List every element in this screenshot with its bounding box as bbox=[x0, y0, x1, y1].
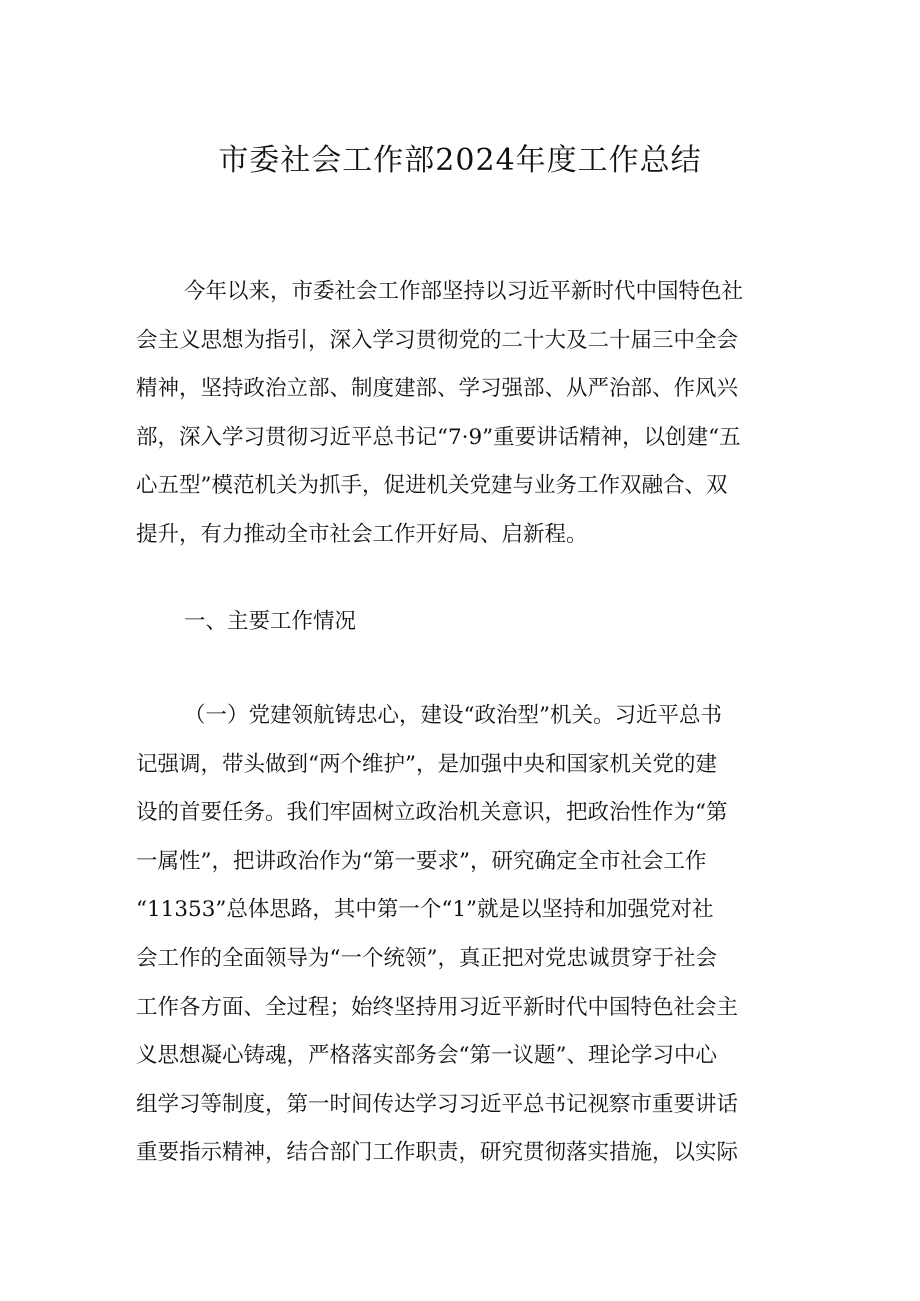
paragraph-line: 提升，有力推动全市社会工作开好局、启新程。 bbox=[136, 521, 588, 547]
paragraph-line: 义思想凝心铸魂，严格落实部务会“第一议题”、理论学习中心 bbox=[136, 1043, 717, 1069]
paragraph-line: 一属性”，把讲政治作为“第一要求”，研究确定全市社会工作 bbox=[136, 848, 707, 874]
paragraph-line: 工作各方面、全过程；始终坚持用习近平新时代中国特色社会主 bbox=[136, 994, 739, 1020]
paragraph-line: 今年以来，市委社会工作部坚持以习近平新时代中国特色社 bbox=[184, 279, 744, 304]
paragraph-line: 部，深入学习贯彻习近平总书记“7·9”重要讲话精神，以创建“五 bbox=[136, 424, 741, 450]
paragraph-line: 组学习等制度，第一时间传达学习习近平总书记视察市重要讲话 bbox=[136, 1091, 739, 1117]
paragraph-line: 记强调，带头做到“两个维护”，是加强中央和国家机关党的建 bbox=[136, 751, 717, 777]
section1-paragraph bbox=[136, 692, 786, 1178]
paragraph-line: 重要指示精神，结合部门工作职责，研究贯彻落实措施，以实际 bbox=[136, 1140, 739, 1166]
paragraph-line: （一）党建领航铸忠心，建设“政治型”机关。习近平总书 bbox=[184, 703, 722, 728]
paragraph-line: “11353”总体思路，其中第一个“1”就是以坚持和加强党对社 bbox=[136, 897, 714, 923]
paragraph-line: 会主义思想为指引，深入学习贯彻党的二十大及二十届三中全会 bbox=[136, 327, 739, 353]
intro-paragraph bbox=[136, 268, 786, 560]
section-heading: 一、主要工作情况 bbox=[184, 609, 357, 634]
paragraph-line: 心五型”模范机关为抓手，促进机关党建与业务工作双融合、双 bbox=[136, 473, 728, 499]
paragraph-line: 精神，坚持政治立部、制度建部、学习强部、从严治部、作风兴 bbox=[136, 376, 739, 402]
document-title: 市委社会工作部2024年度工作总结 bbox=[218, 143, 702, 178]
paragraph-line: 设的首要任务。我们牢固树立政治机关意识，把政治性作为“第 bbox=[136, 800, 728, 826]
paragraph-line: 会工作的全面领导为“一个统领”，真正把对党忠诚贯穿于社会 bbox=[136, 945, 717, 971]
